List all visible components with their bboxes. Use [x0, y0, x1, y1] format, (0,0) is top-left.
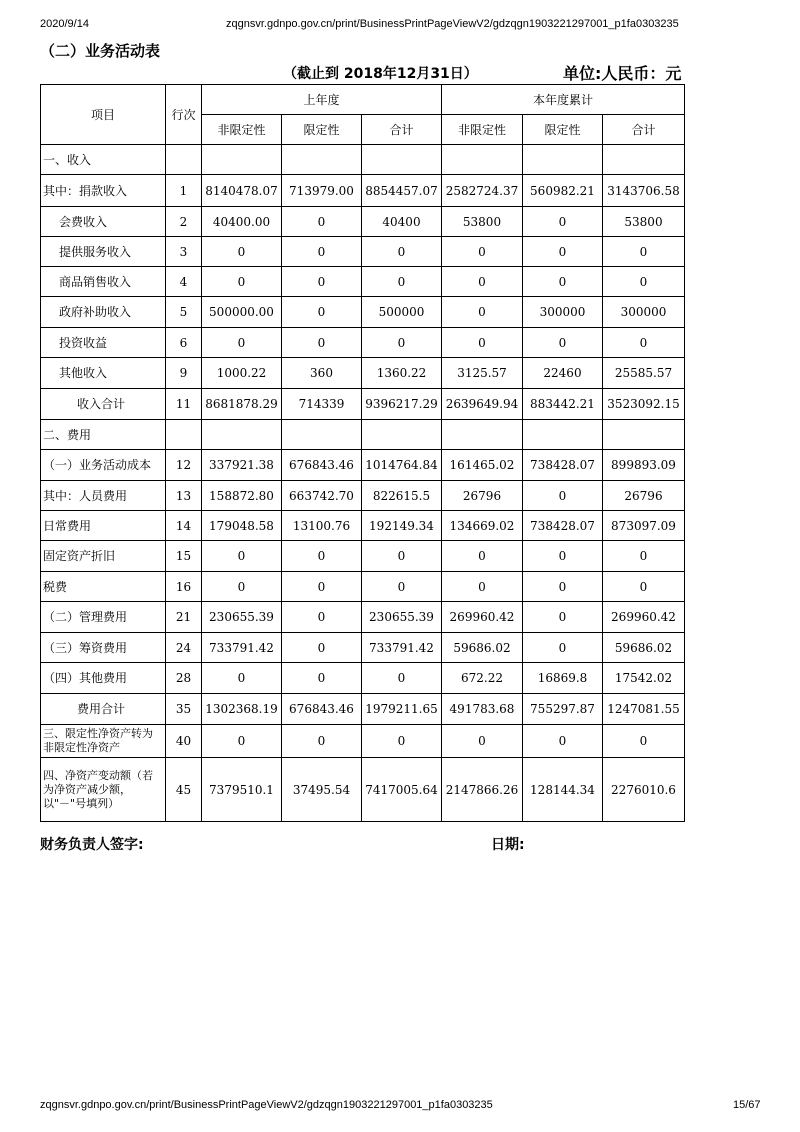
cell-pt	[362, 145, 442, 175]
cell-cu: 0	[442, 572, 523, 602]
cell-pu: 230655.39	[202, 602, 282, 633]
cell-cr: 0	[523, 602, 603, 633]
cell-cr: 0	[523, 725, 603, 758]
cell-cu: 672.22	[442, 663, 523, 694]
row-label: （二）管理费用	[41, 602, 166, 633]
cell-pu: 7379510.1	[202, 758, 282, 822]
table-row	[41, 481, 685, 511]
row-label: 二、费用	[41, 420, 166, 450]
row-label: 其中：人员费用	[41, 481, 166, 511]
cell-cr: 0	[523, 633, 603, 663]
cell-pr: 0	[282, 207, 362, 237]
cell-cr: 0	[523, 207, 603, 237]
row-number: 1	[166, 175, 202, 207]
cell-cr: 16869.8	[523, 663, 603, 694]
business-activity-table	[40, 84, 685, 822]
cell-cu: 0	[442, 328, 523, 358]
cell-ct	[603, 420, 685, 450]
row-number: 16	[166, 572, 202, 602]
page-number: 15/67	[733, 1099, 761, 1111]
cell-pt: 1014764.84	[362, 450, 442, 481]
cell-pr: 0	[282, 572, 362, 602]
cell-pt: 0	[362, 663, 442, 694]
cell-pu: 0	[202, 267, 282, 297]
cell-cr: 738428.07	[523, 511, 603, 541]
date-range: （截止到 2018年12月31日）	[283, 66, 478, 82]
header-curr-unrestricted: 非限定性	[442, 115, 523, 145]
cell-pt: 192149.34	[362, 511, 442, 541]
row-label: （三）筹资费用	[41, 633, 166, 663]
row-number: 6	[166, 328, 202, 358]
row-number: 35	[166, 694, 202, 725]
cell-ct: 3523092.15	[603, 389, 685, 420]
cell-cu: 26796	[442, 481, 523, 511]
row-label: 其中：捐款收入	[41, 175, 166, 207]
row-number: 5	[166, 297, 202, 328]
cell-ct: 25585.57	[603, 358, 685, 389]
cell-cr: 22460	[523, 358, 603, 389]
print-date: 2020/9/14	[40, 18, 89, 30]
cell-cu: 0	[442, 237, 523, 267]
row-number: 3	[166, 237, 202, 267]
row-number: 13	[166, 481, 202, 511]
cell-cr: 0	[523, 328, 603, 358]
cell-pr: 676843.46	[282, 694, 362, 725]
row-number: 11	[166, 389, 202, 420]
cell-ct: 899893.09	[603, 450, 685, 481]
cell-pr: 676843.46	[282, 450, 362, 481]
cell-pu: 8140478.07	[202, 175, 282, 207]
cell-pr: 0	[282, 602, 362, 633]
cell-ct: 2276010.6	[603, 758, 685, 822]
table-row	[41, 511, 685, 541]
header-row-number: 行次	[166, 85, 202, 145]
cell-pt: 9396217.29	[362, 389, 442, 420]
row-label: 政府补助收入	[41, 297, 166, 328]
cell-cr: 0	[523, 481, 603, 511]
row-number: 21	[166, 602, 202, 633]
cell-pu: 0	[202, 725, 282, 758]
cell-pu: 0	[202, 541, 282, 572]
cell-cu: 134669.02	[442, 511, 523, 541]
cell-pt: 500000	[362, 297, 442, 328]
cell-pt: 1360.22	[362, 358, 442, 389]
row-number: 24	[166, 633, 202, 663]
cell-pt: 0	[362, 328, 442, 358]
cell-cu: 491783.68	[442, 694, 523, 725]
footer-url: zqgnsvr.gdnpo.gov.cn/print/BusinessPrintPageViewV2/gdzqgn1903221297001_p1fa0303235	[40, 1099, 493, 1111]
row-label: 投资收益	[41, 328, 166, 358]
table-row	[41, 602, 685, 633]
cell-ct: 26796	[603, 481, 685, 511]
cell-pr: 0	[282, 267, 362, 297]
cell-cu: 2147866.26	[442, 758, 523, 822]
cell-pu: 158872.80	[202, 481, 282, 511]
table-row	[41, 725, 685, 758]
header-curr-restricted: 限定性	[523, 115, 603, 145]
cell-pt: 230655.39	[362, 602, 442, 633]
table-row	[41, 420, 685, 450]
row-label: 费用合计	[41, 694, 166, 725]
table-row	[41, 207, 685, 237]
row-label: 会费收入	[41, 207, 166, 237]
row-label: 提供服务收入	[41, 237, 166, 267]
cell-ct: 59686.02	[603, 633, 685, 663]
row-label: （一）业务活动成本	[41, 450, 166, 481]
cell-cu: 161465.02	[442, 450, 523, 481]
currency-unit: 单位:人民币：元	[563, 64, 682, 83]
cell-pu: 1000.22	[202, 358, 282, 389]
row-label: 商品销售收入	[41, 267, 166, 297]
row-label: 四、净资产变动额（若为净资产减少额，以"－"号填列）	[41, 758, 166, 822]
table-row	[41, 297, 685, 328]
row-number: 45	[166, 758, 202, 822]
cell-cr: 0	[523, 237, 603, 267]
cell-pu: 8681878.29	[202, 389, 282, 420]
table-row	[41, 450, 685, 481]
cell-cu: 53800	[442, 207, 523, 237]
header-item: 项目	[41, 85, 166, 145]
cell-pr: 0	[282, 633, 362, 663]
cell-cu: 0	[442, 267, 523, 297]
cell-pu: 0	[202, 328, 282, 358]
table-row	[41, 145, 685, 175]
cell-cr: 0	[523, 572, 603, 602]
cell-pu	[202, 145, 282, 175]
cell-pr: 360	[282, 358, 362, 389]
table-row	[41, 267, 685, 297]
table-row	[41, 175, 685, 207]
row-number: 14	[166, 511, 202, 541]
row-number	[166, 145, 202, 175]
cell-pr: 713979.00	[282, 175, 362, 207]
cell-pu	[202, 420, 282, 450]
cell-pt	[362, 420, 442, 450]
header-curr-total: 合计	[603, 115, 685, 145]
cell-pt: 0	[362, 572, 442, 602]
row-label: 其他收入	[41, 358, 166, 389]
cell-ct: 17542.02	[603, 663, 685, 694]
cell-cu: 0	[442, 541, 523, 572]
cell-pu: 1302368.19	[202, 694, 282, 725]
cell-cr	[523, 420, 603, 450]
cell-ct: 1247081.55	[603, 694, 685, 725]
header-prev-unrestricted: 非限定性	[202, 115, 282, 145]
cell-ct: 0	[603, 725, 685, 758]
cell-ct: 0	[603, 267, 685, 297]
cell-cr: 883442.21	[523, 389, 603, 420]
cell-pr: 37495.54	[282, 758, 362, 822]
table-row	[41, 663, 685, 694]
cell-cr: 128144.34	[523, 758, 603, 822]
table-row	[41, 541, 685, 572]
row-label: 三、限定性净资产转为非限定性净资产	[41, 725, 166, 758]
row-number: 9	[166, 358, 202, 389]
cell-cr: 300000	[523, 297, 603, 328]
cell-cu: 2639649.94	[442, 389, 523, 420]
cell-cu: 59686.02	[442, 633, 523, 663]
row-number: 15	[166, 541, 202, 572]
cell-ct: 0	[603, 572, 685, 602]
table-row	[41, 633, 685, 663]
cell-cr: 0	[523, 541, 603, 572]
cell-pr: 0	[282, 725, 362, 758]
cell-pt: 822615.5	[362, 481, 442, 511]
cell-pr: 0	[282, 541, 362, 572]
signature-date-label: 日期:	[491, 837, 525, 853]
table-row	[41, 758, 685, 822]
cell-pr: 0	[282, 328, 362, 358]
row-label: （四）其他费用	[41, 663, 166, 694]
cell-ct: 873097.09	[603, 511, 685, 541]
cell-pr: 663742.70	[282, 481, 362, 511]
table-row	[41, 358, 685, 389]
row-number: 4	[166, 267, 202, 297]
row-number: 28	[166, 663, 202, 694]
cell-ct: 0	[603, 541, 685, 572]
cell-pu: 733791.42	[202, 633, 282, 663]
cell-pr	[282, 420, 362, 450]
cell-ct: 0	[603, 328, 685, 358]
cell-cu: 0	[442, 725, 523, 758]
cell-pr	[282, 145, 362, 175]
header-curr-year: 本年度累计	[442, 85, 685, 115]
table-row	[41, 694, 685, 725]
cell-pt: 0	[362, 237, 442, 267]
row-label: 日常费用	[41, 511, 166, 541]
document-title: （二）业务活动表	[40, 42, 161, 60]
cell-cr: 738428.07	[523, 450, 603, 481]
cell-pt: 40400	[362, 207, 442, 237]
cell-cr: 755297.87	[523, 694, 603, 725]
cell-pu: 337921.38	[202, 450, 282, 481]
cell-pr: 0	[282, 237, 362, 267]
header-prev-total: 合计	[362, 115, 442, 145]
cell-cr: 0	[523, 267, 603, 297]
finance-signature-label: 财务负责人签字:	[40, 837, 144, 853]
row-number: 12	[166, 450, 202, 481]
cell-pt: 0	[362, 267, 442, 297]
cell-pt: 8854457.07	[362, 175, 442, 207]
table-row	[41, 237, 685, 267]
cell-cu: 2582724.37	[442, 175, 523, 207]
cell-ct: 0	[603, 237, 685, 267]
cell-pr: 714339	[282, 389, 362, 420]
cell-ct: 3143706.58	[603, 175, 685, 207]
cell-pu: 0	[202, 237, 282, 267]
cell-cr: 560982.21	[523, 175, 603, 207]
cell-pu: 40400.00	[202, 207, 282, 237]
cell-pr: 0	[282, 663, 362, 694]
cell-cu: 3125.57	[442, 358, 523, 389]
row-label: 税费	[41, 572, 166, 602]
cell-pt: 0	[362, 725, 442, 758]
cell-pr: 13100.76	[282, 511, 362, 541]
cell-ct: 300000	[603, 297, 685, 328]
cell-ct: 53800	[603, 207, 685, 237]
cell-cr	[523, 145, 603, 175]
cell-pu: 0	[202, 572, 282, 602]
cell-cu: 269960.42	[442, 602, 523, 633]
cell-pu: 179048.58	[202, 511, 282, 541]
cell-cu	[442, 145, 523, 175]
row-label: 固定资产折旧	[41, 541, 166, 572]
cell-cu	[442, 420, 523, 450]
header-prev-restricted: 限定性	[282, 115, 362, 145]
cell-pu: 500000.00	[202, 297, 282, 328]
cell-pu: 0	[202, 663, 282, 694]
table-row	[41, 572, 685, 602]
header-prev-year: 上年度	[202, 85, 442, 115]
cell-cu: 0	[442, 297, 523, 328]
cell-pt: 733791.42	[362, 633, 442, 663]
row-label: 收入合计	[41, 389, 166, 420]
cell-pt: 1979211.65	[362, 694, 442, 725]
row-number: 40	[166, 725, 202, 758]
print-url: zqgnsvr.gdnpo.gov.cn/print/BusinessPrintPageViewV2/gdzqgn1903221297001_p1fa0303235	[226, 18, 679, 30]
row-number: 2	[166, 207, 202, 237]
cell-pr: 0	[282, 297, 362, 328]
cell-ct	[603, 145, 685, 175]
table-row	[41, 328, 685, 358]
row-number	[166, 420, 202, 450]
cell-pt: 7417005.64	[362, 758, 442, 822]
cell-ct: 269960.42	[603, 602, 685, 633]
row-label: 一、收入	[41, 145, 166, 175]
table-row	[41, 389, 685, 420]
cell-pt: 0	[362, 541, 442, 572]
